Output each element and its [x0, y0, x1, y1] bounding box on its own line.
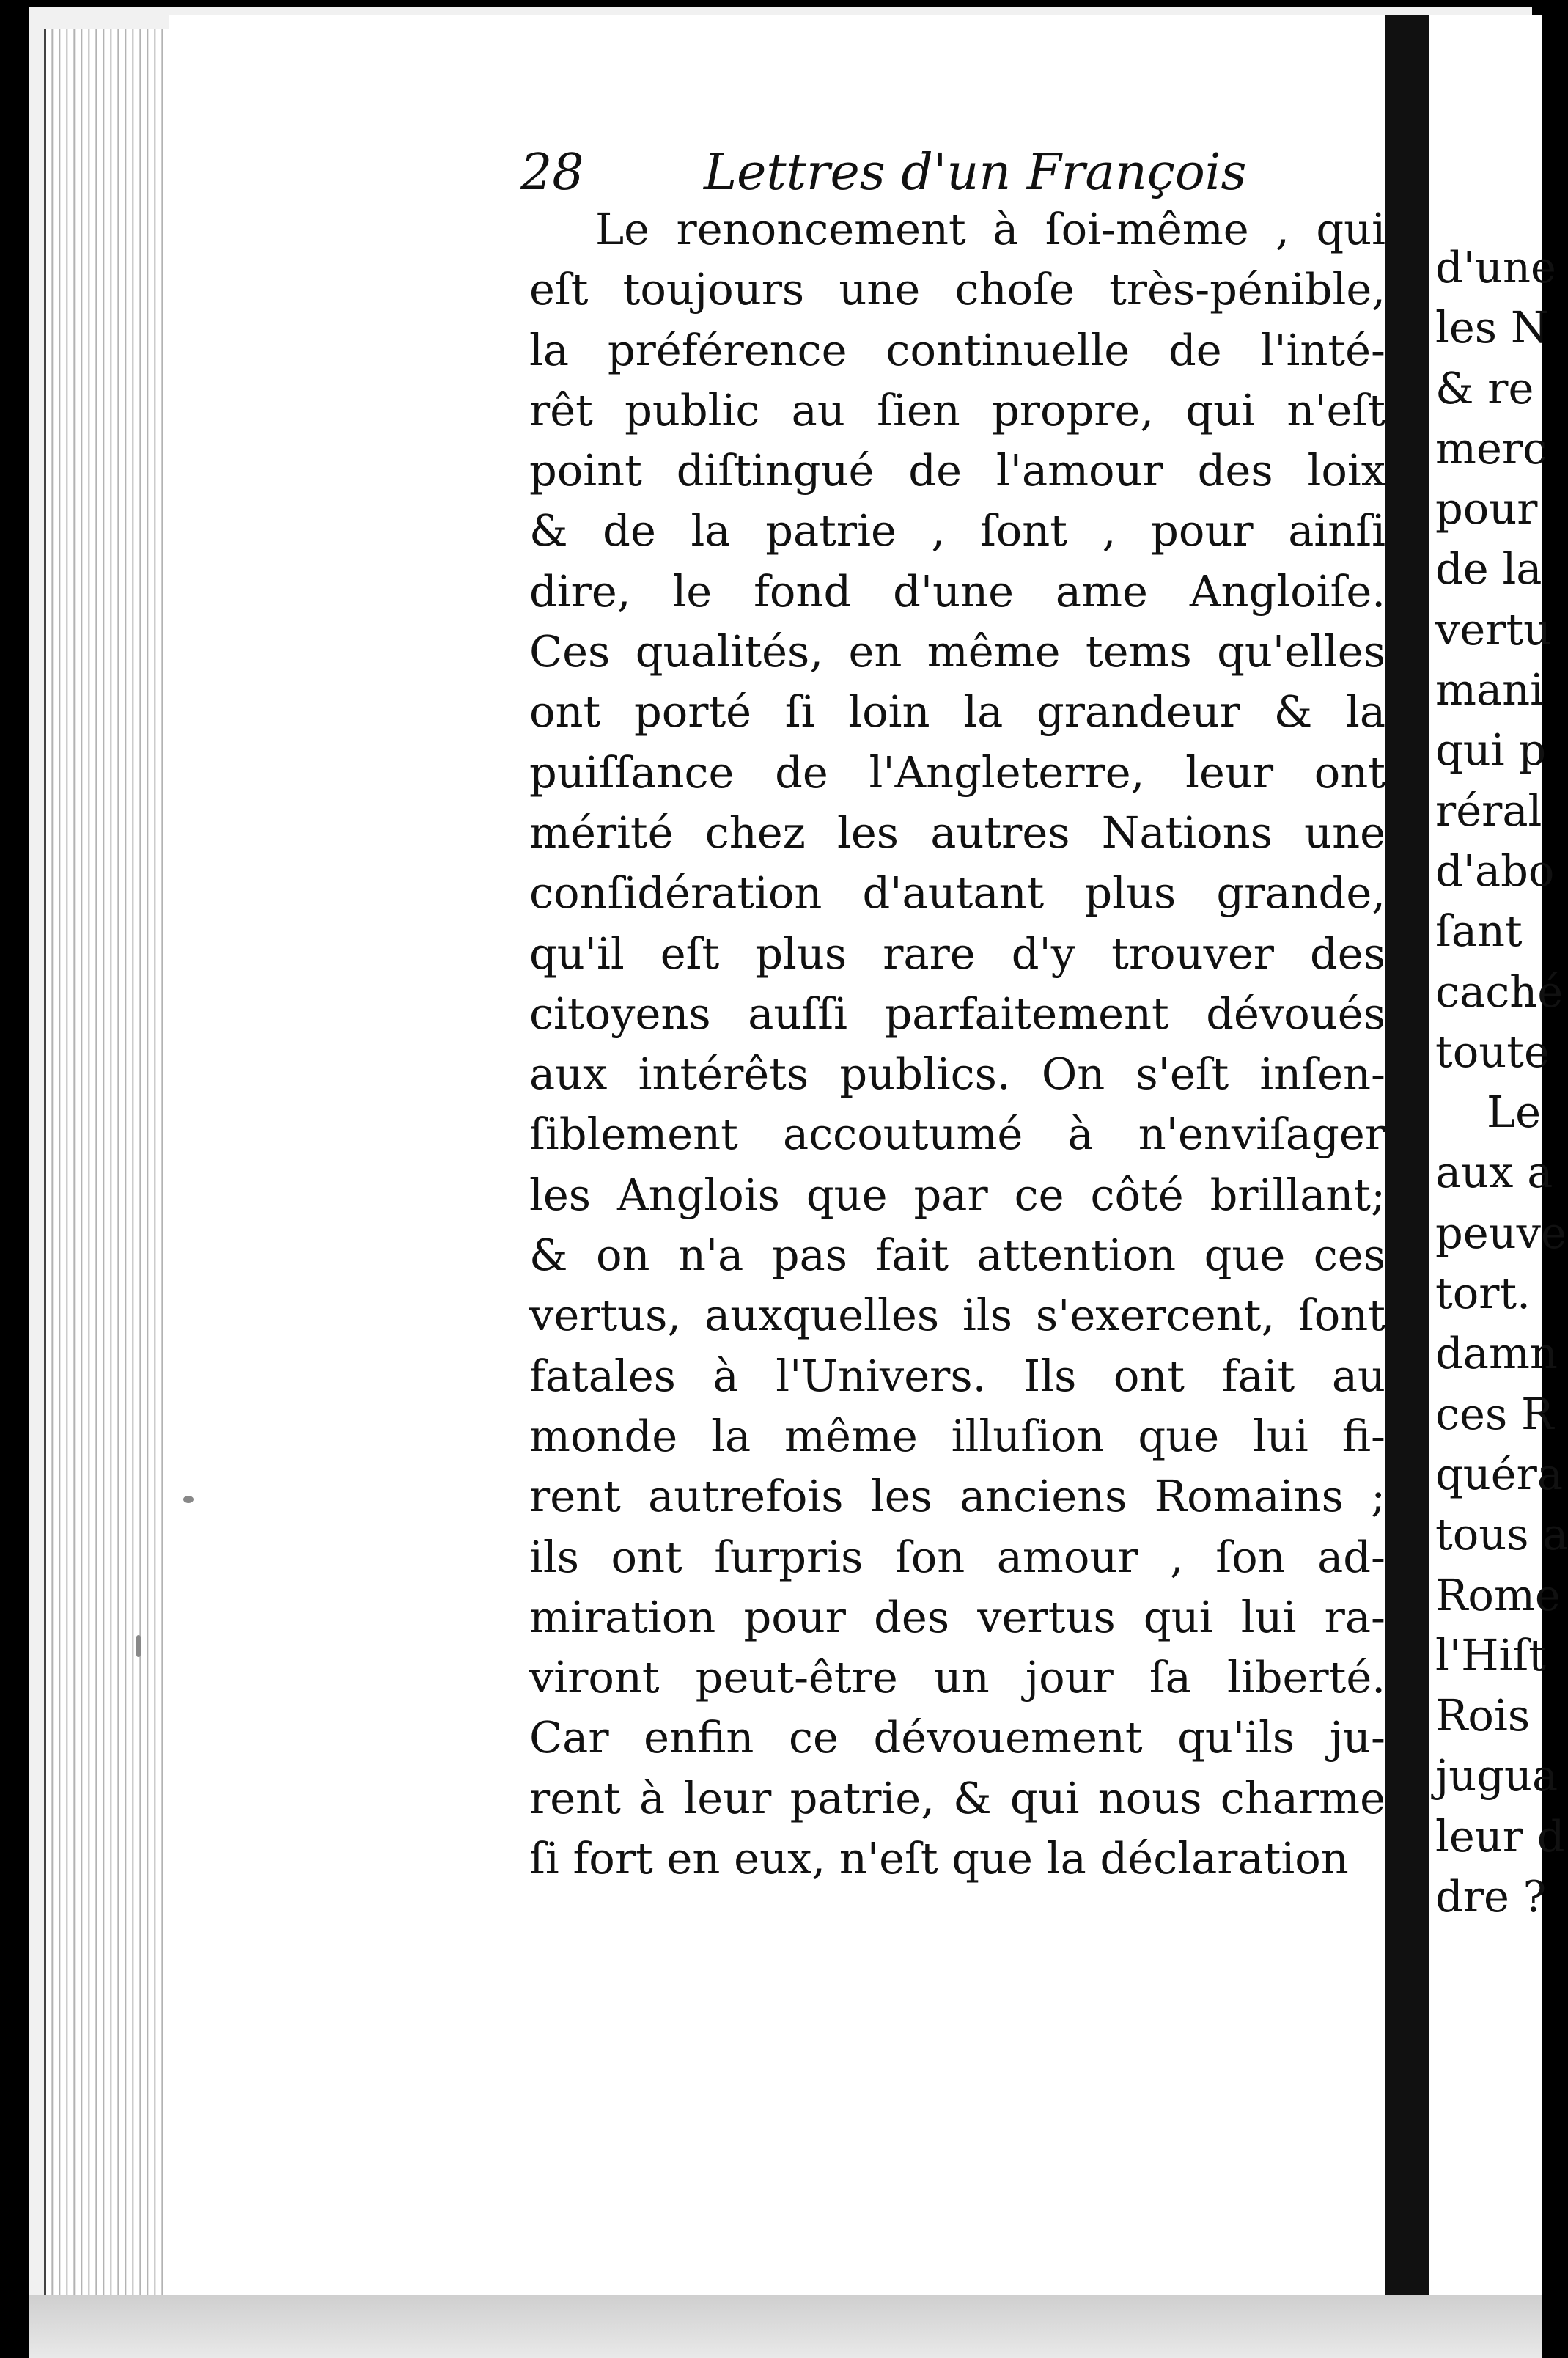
- right-text-line: merc: [1435, 422, 1547, 474]
- text-line: & on n'a pas fait attention que ces: [529, 1230, 1385, 1281]
- right-text-line: ſant: [1435, 906, 1523, 957]
- text-line: eſt toujours une choſe très-pénible,: [529, 264, 1385, 315]
- text-line: rêt public au ſien propre, qui n'eſt: [529, 384, 1385, 436]
- text-line: Le renoncement à ſoi-même , qui: [595, 204, 1385, 254]
- right-text-line: tous a: [1435, 1509, 1568, 1560]
- right-page: [1429, 15, 1568, 2295]
- right-text-line: les N: [1435, 302, 1549, 353]
- page-number: 28: [520, 144, 584, 202]
- right-text-line: damn: [1435, 1328, 1558, 1379]
- text-line: la préférence continuelle de l'inté-: [529, 324, 1385, 375]
- right-text-line: Le: [1487, 1087, 1542, 1138]
- running-title: Lettres d'un François: [704, 144, 1247, 202]
- right-text-line: jugua: [1435, 1750, 1558, 1801]
- text-line: Ces qualités, en même tems qu'elles: [529, 626, 1385, 677]
- right-text-line: leur d: [1435, 1810, 1565, 1862]
- text-line: Car enfin ce dévouement qu'ils ju-: [529, 1712, 1385, 1763]
- text-line: ont porté ſi loin la grandeur & la: [529, 686, 1385, 738]
- right-text-line: l'Hiſt: [1435, 1629, 1546, 1681]
- text-line: rent autrefois les anciens Romains ;: [529, 1471, 1385, 1522]
- page-edges: [44, 29, 171, 2302]
- right-text-line: d'une: [1435, 242, 1556, 293]
- right-text-line: pour: [1435, 483, 1538, 535]
- right-text-line: dre ?: [1435, 1871, 1547, 1922]
- text-line: rent à leur patrie, & qui nous charme: [529, 1772, 1385, 1823]
- right-text-line: caché: [1435, 966, 1564, 1017]
- right-text-line: quéra: [1435, 1448, 1564, 1499]
- text-line: viront peut-être un jour ſa liberté.: [529, 1652, 1385, 1703]
- text-line: & de la patrie , ſont , pour ainſi: [529, 505, 1385, 557]
- paper-speck: [136, 1635, 141, 1657]
- text-line: miration pour des vertus qui lui ra-: [529, 1591, 1385, 1642]
- text-line: ſiblement accoutumé à n'enviſager: [529, 1109, 1385, 1160]
- right-text-line: vertu: [1435, 603, 1552, 655]
- text-line: ſi fort en eux, n'eſt que la déclaration: [529, 1833, 1349, 1884]
- paper-speck: [183, 1496, 194, 1503]
- right-text-line: d'abo: [1435, 845, 1555, 896]
- text-line: ils ont ſurpris ſon amour , ſon ad-: [529, 1531, 1385, 1582]
- right-text-line: réral: [1435, 785, 1542, 836]
- right-text-line: aux a: [1435, 1147, 1553, 1198]
- text-line: aux intérêts publics. On s'eſt inſen-: [529, 1048, 1385, 1100]
- text-line: puiſſance de l'Angleterre, leur ont: [529, 746, 1385, 798]
- text-line: fatales à l'Univers. Ils ont fait au: [529, 1350, 1385, 1401]
- text-line: vertus, auxquelles ils s'exercent, ſont: [529, 1290, 1385, 1341]
- text-line: dire, le fond d'une ame Angloiſe.: [529, 565, 1385, 617]
- right-text-line: Rois: [1435, 1690, 1531, 1741]
- book-gutter: [1385, 15, 1429, 2302]
- right-text-line: ces R: [1435, 1388, 1554, 1439]
- right-text-line: qui p: [1435, 724, 1547, 776]
- text-line: qu'il eſt plus rare d'y trouver des: [529, 928, 1385, 979]
- text-line: point diſtingué de l'amour des loix: [529, 445, 1385, 496]
- right-text-line: Rome: [1435, 1569, 1561, 1620]
- right-text-line: de la: [1435, 543, 1542, 595]
- right-text-line: toute: [1435, 1026, 1550, 1077]
- right-text-line: peuve: [1435, 1207, 1567, 1258]
- text-line: mérité chez les autres Nations une: [529, 807, 1385, 858]
- bottom-edge: [29, 2295, 1542, 2358]
- text-line: conſidération d'autant plus grande,: [529, 867, 1385, 919]
- right-text-line: & re: [1435, 362, 1534, 414]
- body-text: [529, 199, 1385, 1889]
- text-line: monde la même illuſion que lui fi-: [529, 1410, 1385, 1461]
- text-line: les Anglois que par ce côté brillant;: [529, 1169, 1385, 1220]
- text-line: citoyens auſſi parfaitement dévoués: [529, 988, 1385, 1039]
- right-page-text: [1435, 238, 1568, 1927]
- right-text-line: tort.: [1435, 1268, 1531, 1319]
- right-text-line: mani: [1435, 664, 1544, 716]
